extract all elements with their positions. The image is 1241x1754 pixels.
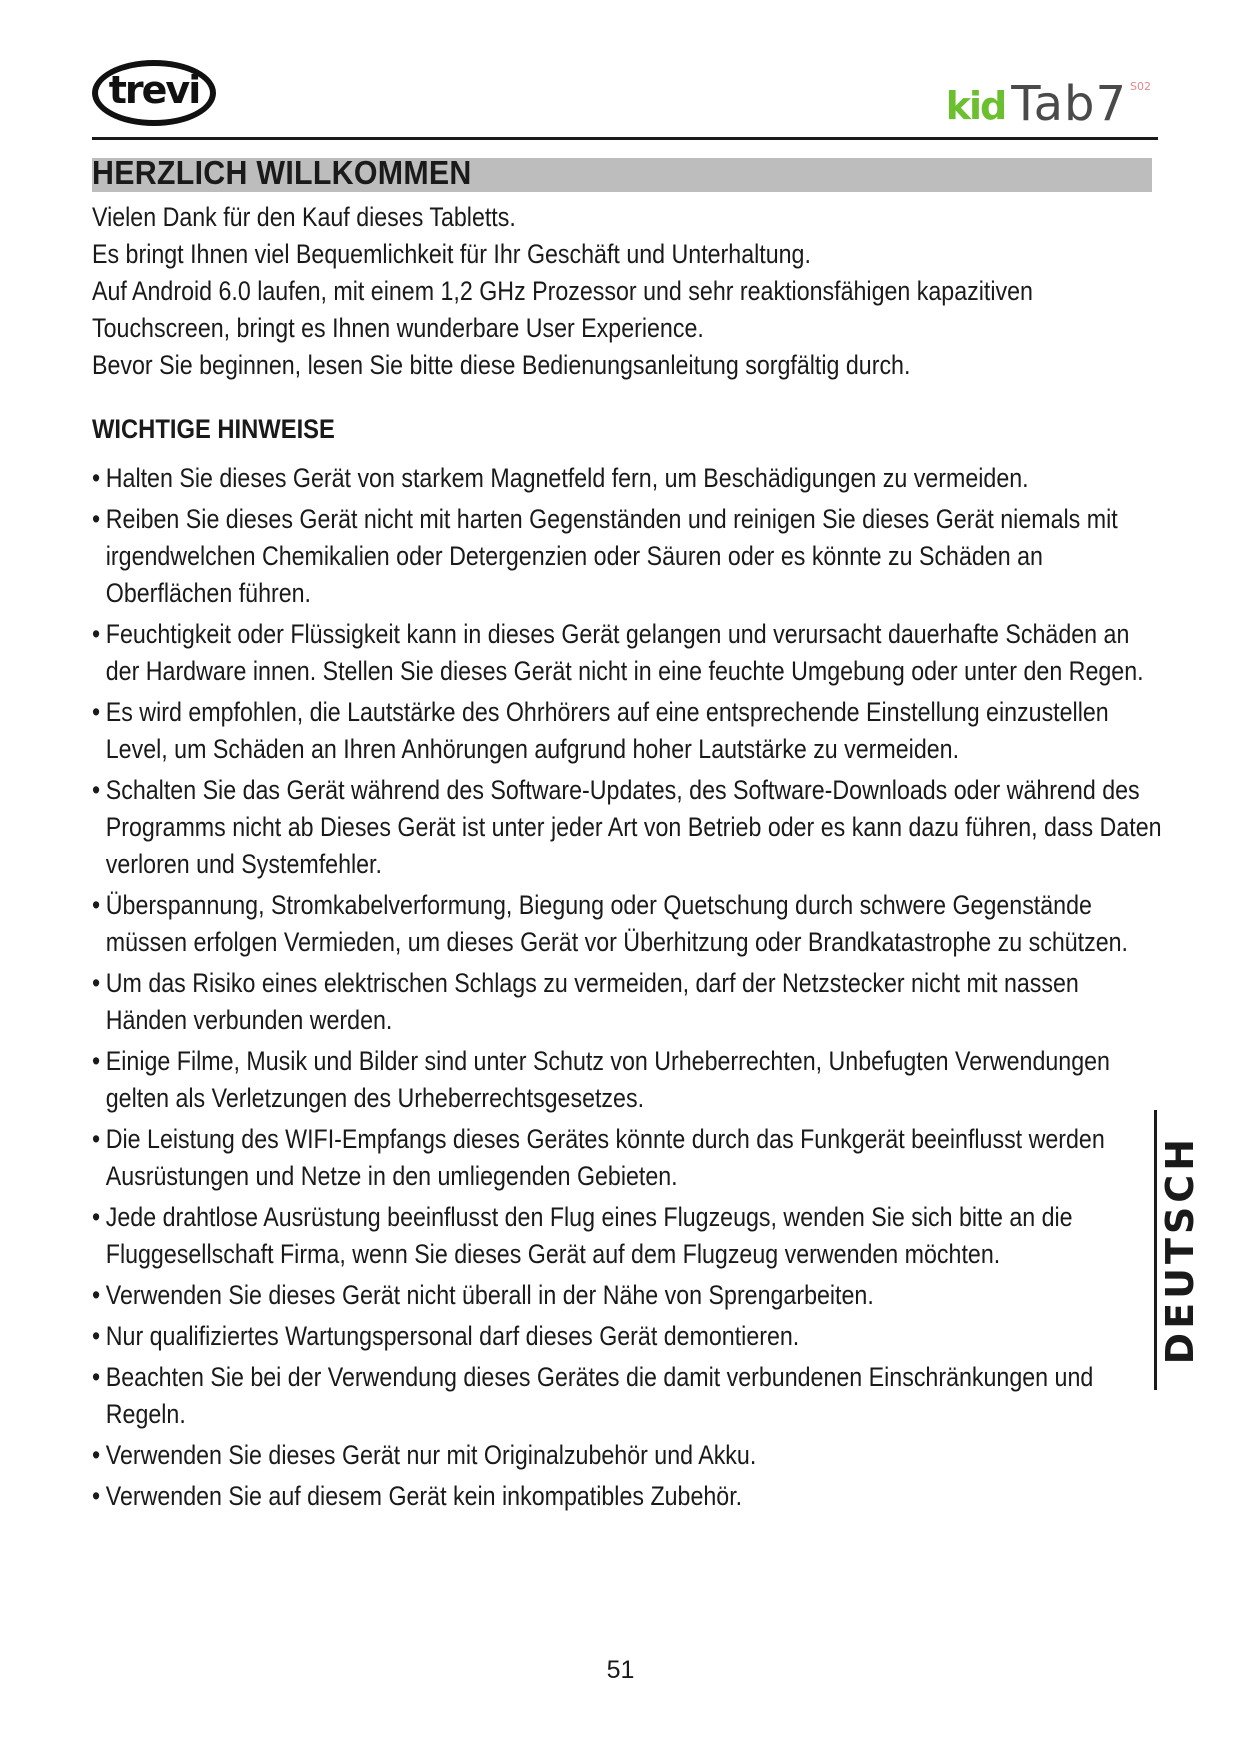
list-item: • Reiben Sie dieses Gerät nicht mit harten Gegenständen und reinigen Sie dieses Gerät niemals mit irgendwelchen Chemikalien oder Detergenzien oder Säuren oder es könnte zu Schäden an Oberflächen führen.: [92, 501, 1163, 612]
language-label: DEUTSCH: [1158, 1135, 1202, 1365]
list-item: • Jede drahtlose Ausrüstung beeinflusst den Flug eines Flugzeugs, wenden Sie sich bitte an die Fluggesellschaft Firma, wenn Sie dieses Gerät auf dem Flugzeug verwenden möchten.: [92, 1199, 1163, 1273]
intro-paragraph: Vielen Dank für den Kauf dieses Tabletts.: [92, 202, 516, 232]
page-title: HERZLICH WILLKOMMEN: [92, 154, 472, 191]
notes-title: WICHTIGE HINWEISE: [92, 414, 335, 444]
list-item: • Verwenden Sie auf diesem Gerät kein inkompatibles Zubehör.: [92, 1478, 1163, 1515]
language-side-tab: [1154, 1110, 1203, 1390]
list-item: • Nur qualifiziertes Wartungspersonal darf dieses Gerät demontieren.: [92, 1318, 1163, 1355]
page-number: 51: [606, 1656, 635, 1684]
intro-text: [92, 199, 1152, 384]
notes-list: [92, 460, 1162, 1519]
list-item: • Überspannung, Stromkabelverformung, Biegung oder Quetschung durch schwere Gegenstände müssen erfolgen Vermieden, um dieses Gerät vor Überhitzung oder Brandkatastrophe zu schützen.: [92, 887, 1163, 961]
kidtab-logo-model: S02: [1130, 80, 1151, 93]
list-item: • Die Leistung des WIFI-Empfangs dieses Gerätes könnte durch das Funkgerät beeinflusst werden Ausrüstungen und Netze in den umliegenden Gebieten.: [92, 1121, 1163, 1195]
list-item: • Verwenden Sie dieses Gerät nicht überall in der Nähe von Sprengarbeiten.: [92, 1277, 1163, 1314]
kidtab-logo-tab: Tab7: [1011, 76, 1128, 132]
list-item: • Schalten Sie das Gerät während des Software-Updates, des Software-Downloads oder während des Programms nicht ab Dieses Gerät ist unter jeder Art von Betrieb oder es kann dazu führen, dass Daten verloren und Systemfehler.: [92, 772, 1163, 883]
header-divider: [92, 137, 1158, 140]
kidtab-logo: [945, 76, 1151, 132]
list-item: • Es wird empfohlen, die Lautstärke des Ohrhörers auf eine entsprechende Einstellung einzustellen Level, um Schäden an Ihren Anhörungen aufgrund hoher Lautstärke zu vermeiden.: [92, 694, 1163, 768]
list-item: • Verwenden Sie dieses Gerät nur mit Originalzubehör und Akku.: [92, 1437, 1163, 1474]
kidtab-logo-kid: kid: [945, 84, 1006, 128]
intro-paragraph: Es bringt Ihnen viel Bequemlichkeit für Ihr Geschäft und Unterhaltung.: [92, 239, 811, 269]
trevi-logo-text: trevi: [108, 68, 200, 112]
list-item: • Beachten Sie bei der Verwendung dieses Gerätes die damit verbundenen Einschränkungen und Regeln.: [92, 1359, 1163, 1433]
trevi-logo: [92, 60, 216, 126]
intro-paragraph: Auf Android 6.0 laufen, mit einem 1,2 GHz Prozessor und sehr reaktionsfähigen kapazitiven Touchscreen, bringt es Ihnen wunderbare User Experience.: [92, 276, 1033, 343]
intro-paragraph: Bevor Sie beginnen, lesen Sie bitte diese Bedienungsanleitung sorgfältig durch.: [92, 350, 911, 380]
list-item: • Feuchtigkeit oder Flüssigkeit kann in dieses Gerät gelangen und verursacht dauerhafte Schäden an der Hardware innen. Stellen Sie dieses Gerät nicht in eine feuchte Umgebung oder unter den Regen.: [92, 616, 1163, 690]
list-item: • Einige Filme, Musik und Bilder sind unter Schutz von Urheberrechten, Unbefugten Verwendungen gelten als Verletzungen des Urheberrechtsgesetzes.: [92, 1043, 1163, 1117]
list-item: • Um das Risiko eines elektrischen Schlags zu vermeiden, darf der Netzstecker nicht mit nassen Händen verbunden werden.: [92, 965, 1163, 1039]
list-item: • Halten Sie dieses Gerät von starkem Magnetfeld fern, um Beschädigungen zu vermeiden.: [92, 460, 1163, 497]
